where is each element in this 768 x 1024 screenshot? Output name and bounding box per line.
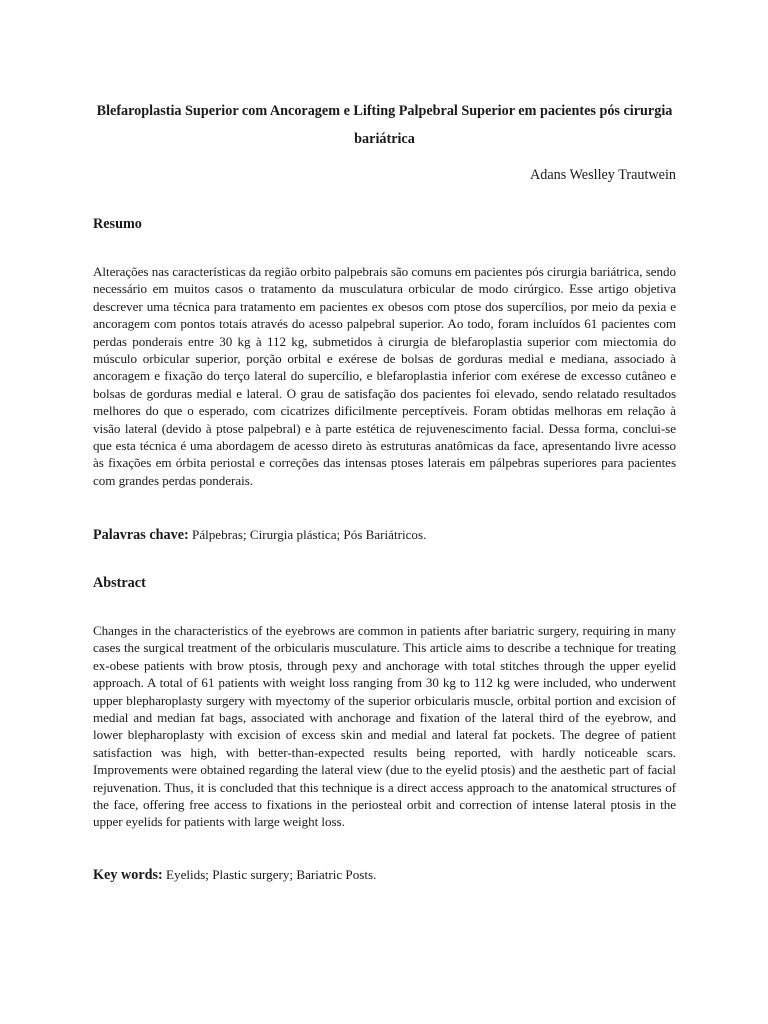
key-words-label: Key words: [93,867,163,883]
palavras-chave-value: Pálpebras; Cirurgia plástica; Pós Bariátricos. [192,527,427,542]
paper-title: Blefaroplastia Superior com Ancoragem e Lifting Palpebral Superior em pacientes pós cirurgia bariátrica [96,103,673,147]
abstract-heading: Abstract [93,575,146,591]
key-words [93,865,676,885]
resumo-paragraph: Alterações nas características da região orbito palpebrais são comuns em pacientes pós cirurgia bariátrica, sendo necessário em muitos casos o tratamento da musculatura orbicular de modo cirúrgico. Esse artigo objetiva descrever uma técnica para tratamento em pacientes ex obesos com ptose dos supercílios, por meio da pexia e ancoragem com pontos totais através do acesso palpebral superior. Ao todo, foram incluídos 61 pacientes com perdas ponderais entre 30 kg à 112 kg, submetidos à cirurgia de blefaroplastia superior com miectomia do músculo orbicular superior, porção orbital e exérese de bolsas de gorduras medial e mediana, associado à ancoragem e fixação do terço lateral do supercílio, e blefaroplastia inferior com exérese de excesso cutâneo e bolsas de gorduras medial e lateral. O grau de satisfação dos pacientes foi elevado, sendo relatado resultados melhores do que o esperado, com cicatrizes dificilmente perceptíveis. Foram obtidas melhoras em relação à visão lateral (devido à ptose palpebral) e à parte estética de rejuvenescimento facial. Dessa forma, conclui-se que esta técnica é uma abordagem de acesso direto às estruturas anatômicas da face, apresentando livre acesso às fixações em órbita periostal e correções das intensas ptoses laterais em pálpebras superiores para pacientes com grandes perdas ponderais. [93,264,676,488]
palavras-chave-label: Palavras chave: [93,527,189,543]
resumo-heading: Resumo [93,216,142,232]
author-name: Adans Weslley Trautwein [530,167,676,183]
abstract-paragraph: Changes in the characteristics of the eyebrows are common in patients after bariatric surgery, requiring in many cases the surgical treatment of the orbicularis musculature. This article aims to describe a technique for treating ex-obese patients with brow ptosis, through pexy and anchorage with total stitches through the upper eyelid approach. A total of 61 patients with weight loss ranging from 30 kg to 112 kg were included, who underwent upper blepharoplasty surgery with myectomy of the superior orbicularis muscle, orbital portion and excision of medial and median fat bags, associated with anchorage and fixation of the lateral third of the eyebrow, and lower blepharoplasty with excision of excess skin and medial and lateral fat pockets. The degree of patient satisfaction was high, with better-than-expected results being reported, with hardly noticeable scars. Improvements were obtained regarding the lateral view (due to the eyelid ptosis) and the aesthetic part of facial rejuvenation. Thus, it is concluded that this technique is a direct access approach to the anatomical structures of the face, offering free access to fixations in the periosteal orbit and correction of intense lateral ptosis in the upper eyelids for patients with large weight loss. [93,623,676,830]
key-words-value: Eyelids; Plastic surgery; Bariatric Posts. [166,867,377,882]
palavras-chave [93,525,676,545]
